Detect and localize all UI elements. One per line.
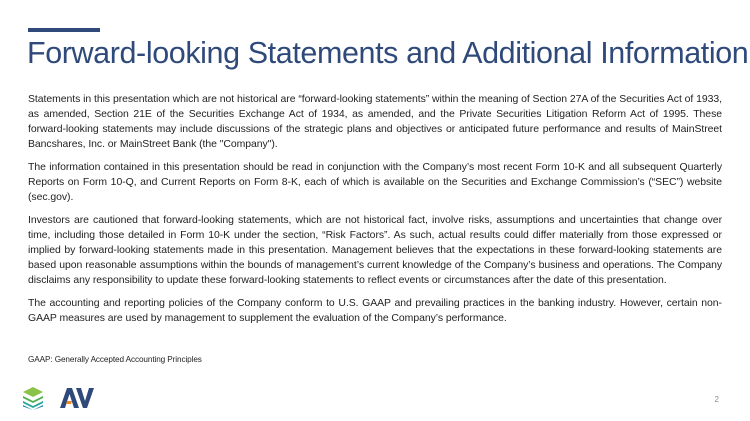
footer-logos: [22, 386, 94, 410]
av-logo-icon: [60, 388, 94, 408]
body-text: [28, 92, 722, 334]
paragraph-accounting-policies: The accounting and reporting policies of the Company conform to U.S. GAAP and prevailing practices in the banking industry. However, certain non-GAAP measures are used by management to supplement the evaluation of the Company’s performance.: [28, 298, 722, 324]
footnote: GAAP: Generally Accepted Accounting Principles: [28, 355, 202, 364]
page-number: 2: [714, 395, 719, 404]
page-title: Forward-looking Statements and Additional Information: [27, 36, 749, 70]
layers-logo-icon: [22, 386, 44, 410]
paragraph-forward-looking: Statements in this presentation which are not historical are “forward-looking statements” within the meaning of Section 27A of the Securities Act of 1933, as amended, Section 21E of the Securities Exchange Act of 1934, as amended, and the Private Securities Litigation Reform Act of 1995. These forward-looking statements may include discussions of the strategic plans and objectives or anticipated future performance and results of MainStreet Bancshares, Inc. or MainStreet Bank (the "Company").: [28, 94, 722, 150]
paragraph-investors-cautioned: Investors are cautioned that forward-looking statements, which are not historical fact, involve risks, assumptions and uncertainties that change over time, including those detailed in Form 10-K under the section, “Risk Factors”. As such, actual results could differ materially from those expressed or implied by forward-looking statements made in this presentation. Management believes that the expectations in these forward-looking statements are based upon reasonable assumptions within the bounds of management’s current knowledge of the Company’s business and operations. The Company disclaims any responsibility to update these forward-looking statements to reflect events or circumstances after the date of this presentation.: [28, 215, 722, 286]
paragraph-information: The information contained in this presentation should be read in conjunction with the Company’s most recent Form 10-K and all subsequent Quarterly Reports on Form 10-Q, and Current Reports on Form 8-K, each of which is available on the Securities and Exchange Commission’s (“SEC”) website (sec.gov).: [28, 162, 722, 203]
